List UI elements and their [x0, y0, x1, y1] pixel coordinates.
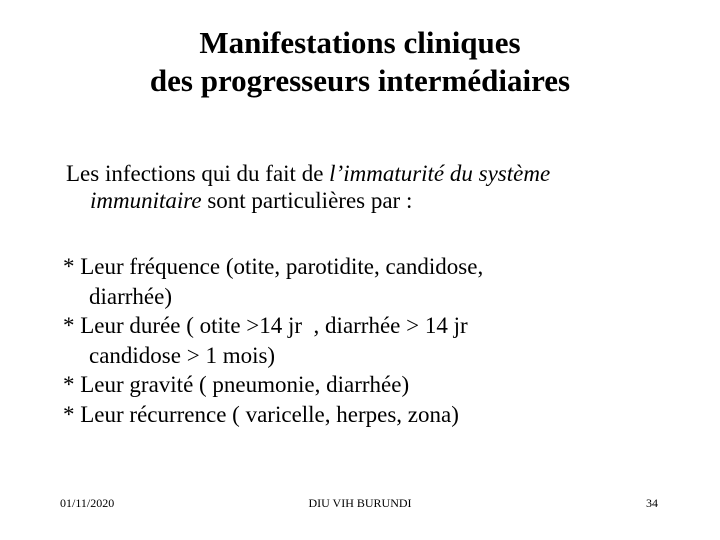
bullet-line: * Leur récurrence ( varicelle, herpes, zona) — [63, 401, 459, 427]
bullet-item-gravite — [63, 370, 703, 400]
intro-line-2 — [66, 187, 706, 214]
title-line-1: Manifestations cliniques — [199, 25, 521, 60]
intro-line-2-italic: immunitaire — [90, 188, 202, 213]
bullet-continuation: diarrhée) — [89, 283, 172, 309]
page-number: 34 — [646, 496, 658, 510]
bullet-line: * Leur fréquence (otite, parotidite, candidose, — [63, 254, 484, 279]
intro-line-1-italic: l’immaturité du système — [329, 161, 551, 186]
slide-title — [0, 24, 720, 100]
bullet-item-duree — [63, 311, 703, 370]
intro-line-1-text: Les infections qui du fait de — [66, 161, 330, 186]
bullet-item-recurrence — [63, 400, 703, 430]
bullet-line: * Leur durée ( otite >14 jr , diarrhée > 14 jr — [63, 313, 468, 338]
intro-line-2-text: sont particulières par : — [201, 188, 413, 213]
bullet-continuation: candidose > 1 mois) — [89, 342, 276, 368]
intro-line-1 — [66, 160, 706, 187]
intro-paragraph — [66, 160, 706, 214]
bullet-line: * Leur gravité ( pneumonie, diarrhée) — [63, 372, 410, 397]
footer-title: DIU VIH BURUNDI — [308, 496, 412, 510]
bullet-item-frequence — [63, 252, 703, 311]
title-line-2: des progresseurs intermédiaires — [149, 63, 571, 98]
bullet-list — [63, 252, 703, 429]
footer-date: 01/11/2020 — [60, 496, 115, 510]
